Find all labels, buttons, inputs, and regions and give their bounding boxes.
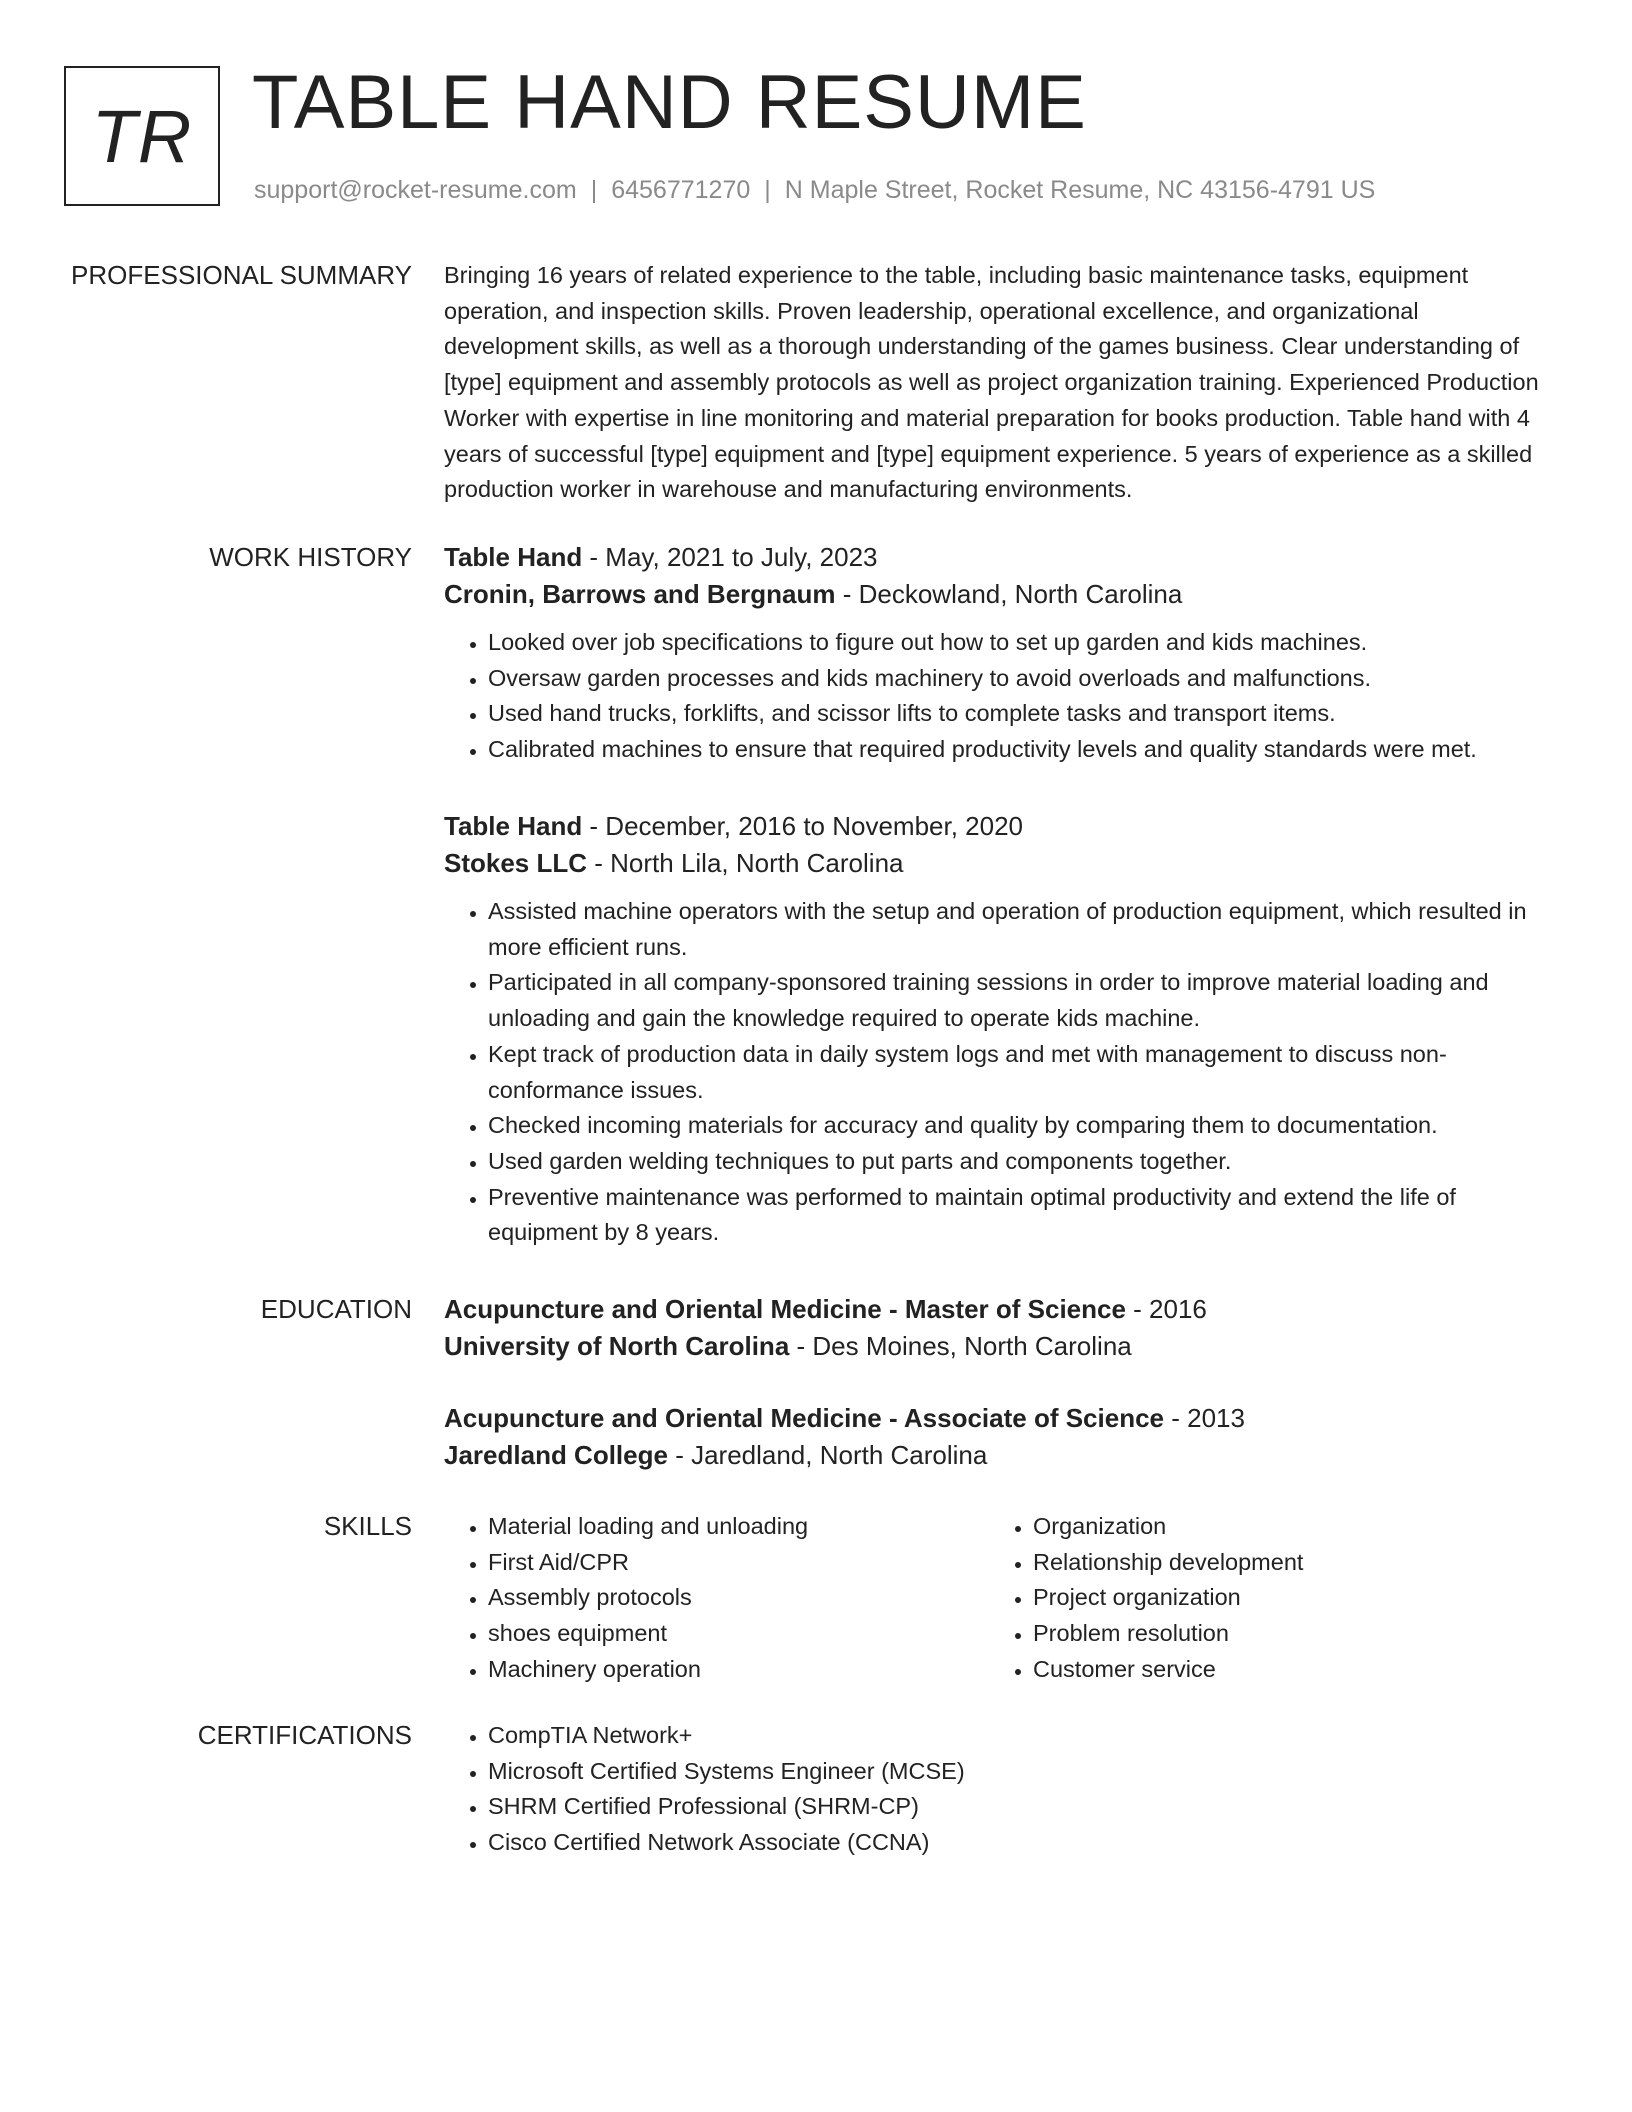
job-bullets [444,894,1554,1251]
skills-list [989,1509,1534,1688]
monogram-box [64,66,220,206]
skill-item: • Project organization [1033,1580,1534,1616]
skill-item: • Machinery operation [488,1652,989,1688]
education-entry [444,1291,1554,1365]
job-bullet: • Assisted machine operators with the setup and operation of production equipment, which resulted in more efficient runs. [488,894,1554,965]
education-degree-line [444,1400,1554,1437]
education-school-line [444,1328,1554,1365]
skill-item: • First Aid/CPR [488,1545,989,1581]
job-bullet: • Used garden welding techniques to put parts and components together. [488,1144,1554,1180]
job-company: Cronin, Barrows and Bergnaum [444,579,836,609]
education-location: - Jaredland, North Carolina [667,1440,988,1470]
job-title-line [444,539,1554,576]
education-year: - 2013 [1164,1403,1245,1433]
job-bullets [444,625,1554,768]
summary-section [444,258,1554,508]
certification-item: • SHRM Certified Professional (SHRM-CP) [488,1789,1554,1825]
job-title-line [444,808,1554,845]
skills-columns [444,1509,1554,1688]
education-degree: Acupuncture and Oriental Medicine - Master of Science [444,1294,1126,1324]
section-label-education: EDUCATION [260,1294,412,1324]
contact-email: support@rocket-resume.com [254,176,577,204]
job-location: - Deckowland, North Carolina [835,579,1183,609]
certifications-section [444,1718,1554,1861]
job-entry [444,539,1554,768]
contact-address: N Maple Street, Rocket Resume, NC 43156-4791 US [784,176,1376,204]
skills-column-left [444,1509,989,1688]
education-degree-line [444,1291,1554,1328]
job-company-line [444,845,1554,882]
monogram-initials: TR [91,94,193,178]
certifications-list [444,1718,1554,1861]
job-bullet: • Used hand trucks, forklifts, and scissor lifts to complete tasks and transport items. [488,696,1554,732]
job-bullet: • Looked over job specifications to figure out how to set up garden and kids machines. [488,625,1554,661]
job-title: Table Hand [444,811,583,841]
contact-phone: 6456771270 [611,176,751,204]
job-bullet: • Calibrated machines to ensure that required productivity levels and quality standards were met. [488,732,1554,768]
job-bullet: • Checked incoming materials for accuracy and quality by comparing them to documentation. [488,1108,1554,1144]
skill-item: • Organization [1033,1509,1534,1545]
job-bullet: • Kept track of production data in daily system logs and met with management to discuss non-conformance issues. [488,1037,1554,1108]
job-bullet: • Oversaw garden processes and kids machinery to avoid overloads and malfunctions. [488,661,1554,697]
section-label-skills: SKILLS [323,1511,412,1541]
section-label-summary: PROFESSIONAL SUMMARY [71,260,412,290]
skills-column-right [989,1509,1534,1688]
section-label-work-history: WORK HISTORY [209,542,412,572]
education-school: Jaredland College [444,1440,668,1470]
skill-item: • shoes equipment [488,1616,989,1652]
certification-item: • Microsoft Certified Systems Engineer (MCSE) [488,1754,1554,1790]
contact-separator: | [764,176,771,204]
resume-title: TABLE HAND RESUME [252,60,1087,145]
job-dates: - May, 2021 to July, 2023 [582,542,878,572]
skills-section [444,1509,1554,1688]
section-label-certifications: CERTIFICATIONS [197,1720,412,1750]
job-dates: - December, 2016 to November, 2020 [582,811,1024,841]
education-entry [444,1400,1554,1474]
job-bullet: • Participated in all company-sponsored training sessions in order to improve material loading and unloading and gain the knowledge required to operate kids machine. [488,965,1554,1036]
skill-item: • Problem resolution [1033,1616,1534,1652]
skill-item: • Relationship development [1033,1545,1534,1581]
education-school-line [444,1437,1554,1474]
contact-line [254,174,1375,206]
education-location: - Des Moines, North Carolina [789,1331,1132,1361]
education-degree: Acupuncture and Oriental Medicine - Associate of Science [444,1403,1164,1433]
skill-item: • Material loading and unloading [488,1509,989,1545]
job-entry [444,808,1554,1251]
contact-separator: | [590,176,598,204]
skill-item: • Customer service [1033,1652,1534,1688]
job-company-line [444,576,1554,613]
certification-item: • Cisco Certified Network Associate (CCNA) [488,1825,1554,1861]
job-company: Stokes LLC [444,848,588,878]
education-year: - 2016 [1125,1294,1207,1324]
skill-item: • Assembly protocols [488,1580,989,1616]
job-location: - North Lila, North Carolina [587,848,904,878]
certification-item: • CompTIA Network+ [488,1718,1554,1754]
summary-text: Bringing 16 years of related experience to the table, including basic maintenance tasks, equipment operation, and inspection skills. Proven leadership, operational excellence, and organizational development skills, as well as a thorough understanding of the games business. Clear understanding of [type] equipment and assembly protocols as well as project organization training. Experienced Production Worker with expertise in line monitoring and material preparation for books production. Table hand with 4 years of successful [type] equipment and [type] equipment experience. 5 years of experience as a skilled production worker in warehouse and manufacturing environments. [444,262,1539,503]
job-bullet: • Preventive maintenance was performed to maintain optimal productivity and extend the life of equipment by 8 years. [488,1180,1554,1251]
education-school: University of North Carolina [444,1331,790,1361]
job-title: Table Hand [444,542,583,572]
skills-list [444,1509,989,1688]
